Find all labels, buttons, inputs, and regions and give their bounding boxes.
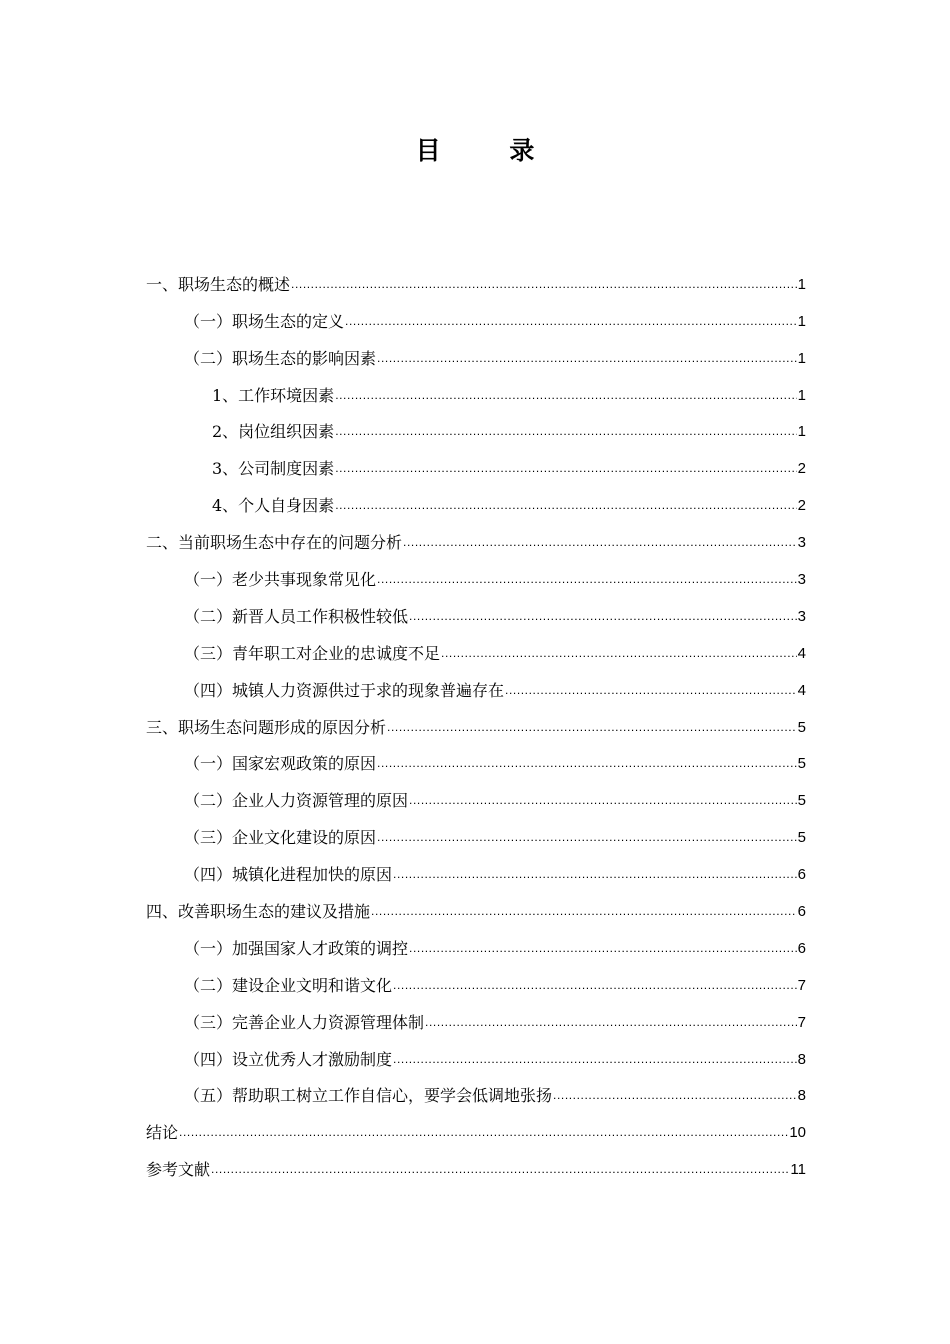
toc-entry-label: 1、工作环境因素: [212, 385, 335, 405]
toc-entry-label: （二）建设企业文明和谐文化: [184, 975, 393, 995]
toc-leader-dots: [409, 938, 797, 958]
toc-leader-dots: [371, 901, 797, 921]
toc-leader-dots: [393, 1049, 797, 1069]
toc-entry[interactable]: [146, 1037, 806, 1074]
toc-entry-page-number: 10: [789, 1124, 806, 1142]
toc-entry[interactable]: [146, 631, 806, 668]
toc-entry-label: 2、岗位组织因素: [212, 422, 335, 442]
toc-leader-dots: [505, 680, 797, 700]
toc-entry-page-number: 5: [797, 755, 806, 773]
toc-entry-page-number: 1: [797, 386, 806, 404]
toc-entry-page-number: 5: [797, 792, 806, 810]
toc-entry-page-number: 6: [797, 866, 806, 884]
toc-entry[interactable]: [146, 410, 806, 447]
toc-entry-page-number: 8: [797, 1087, 806, 1105]
toc-entry-page-number: 2: [797, 497, 806, 515]
toc-entry-page-number: 4: [797, 644, 806, 662]
toc-entry-label: 二、当前职场生态中存在的问题分析: [146, 533, 403, 553]
toc-entry-label: （二）新晋人员工作积极性较低: [184, 606, 409, 626]
toc-leader-dots: [553, 1085, 797, 1105]
toc-entry-label: （一）加强国家人才政策的调控: [184, 938, 409, 958]
toc-entry-label: 一、职场生态的概述: [146, 274, 291, 294]
toc-entry-label: 参考文献: [146, 1160, 211, 1180]
toc-leader-dots: [377, 569, 797, 589]
toc-leader-dots: [377, 827, 797, 847]
toc-leader-dots: [335, 385, 796, 405]
toc-leader-dots: [441, 643, 797, 663]
toc-entry[interactable]: [146, 336, 806, 373]
toc-entry[interactable]: [146, 963, 806, 1000]
toc-leader-dots: [403, 532, 797, 552]
toc-entry-page-number: 5: [797, 718, 806, 736]
page-title: 目 录: [415, 136, 565, 165]
toc-entry-page-number: 3: [797, 571, 806, 589]
toc-entry-page-number: 11: [790, 1161, 806, 1179]
toc-entry-page-number: 5: [797, 829, 806, 847]
toc-leader-dots: [211, 1159, 789, 1179]
toc-entry[interactable]: [146, 262, 806, 299]
toc-entry-page-number: 1: [797, 349, 806, 367]
toc-entry-page-number: 1: [797, 312, 806, 330]
toc-entry[interactable]: [146, 778, 806, 815]
table-of-contents: [146, 262, 806, 1184]
toc-entry-page-number: 1: [797, 423, 806, 441]
toc-entry-label: 四、改善职场生态的建议及措施: [146, 902, 371, 922]
toc-entry-page-number: 7: [797, 1013, 806, 1031]
toc-leader-dots: [409, 606, 797, 626]
toc-entry-label: （五）帮助职工树立工作自信心，要学会低调地张扬: [184, 1086, 553, 1106]
toc-entry[interactable]: [146, 1074, 806, 1111]
toc-entry[interactable]: [146, 446, 806, 483]
toc-entry-label: （二）企业人力资源管理的原因: [184, 791, 409, 811]
toc-entry[interactable]: [146, 520, 806, 557]
toc-leader-dots: [179, 1122, 788, 1142]
toc-entry-label: （三）青年职工对企业的忠诚度不足: [184, 643, 441, 663]
toc-entry-label: （二）职场生态的影响因素: [184, 348, 377, 368]
toc-entry[interactable]: [146, 373, 806, 410]
toc-leader-dots: [393, 975, 797, 995]
toc-entry-page-number: 4: [797, 681, 806, 699]
toc-leader-dots: [377, 753, 797, 773]
toc-entry[interactable]: [146, 852, 806, 889]
toc-leader-dots: [409, 790, 797, 810]
toc-leader-dots: [393, 864, 797, 884]
toc-entry-page-number: 2: [797, 460, 806, 478]
toc-entry-label: （一）老少共事现象常见化: [184, 570, 377, 590]
toc-leader-dots: [335, 421, 796, 441]
toc-leader-dots: [291, 274, 797, 294]
toc-leader-dots: [345, 311, 797, 331]
toc-entry-label: （一）职场生态的定义: [184, 311, 345, 331]
toc-entry[interactable]: [146, 299, 806, 336]
toc-entry-page-number: 6: [797, 903, 806, 921]
toc-entry-label: 三、职场生态问题形成的原因分析: [146, 717, 387, 737]
toc-entry[interactable]: [146, 1000, 806, 1037]
toc-entry[interactable]: [146, 1110, 806, 1147]
toc-leader-dots: [335, 458, 796, 478]
toc-entry-label: 结论: [146, 1123, 179, 1143]
toc-entry[interactable]: [146, 742, 806, 779]
toc-entry[interactable]: [146, 926, 806, 963]
toc-entry-label: 4、个人自身因素: [212, 496, 335, 516]
toc-entry-page-number: 3: [797, 534, 806, 552]
toc-leader-dots: [335, 495, 796, 515]
toc-entry[interactable]: [146, 705, 806, 742]
toc-entry-label: （三）完善企业人力资源管理体制: [184, 1012, 425, 1032]
toc-entry-page-number: 3: [797, 607, 806, 625]
toc-entry[interactable]: [146, 1147, 806, 1184]
toc-entry-label: （四）设立优秀人才激励制度: [184, 1049, 393, 1069]
toc-entry[interactable]: [146, 815, 806, 852]
toc-leader-dots: [387, 717, 797, 737]
toc-entry[interactable]: [146, 889, 806, 926]
toc-entry-page-number: 7: [797, 976, 806, 994]
toc-entry[interactable]: [146, 668, 806, 705]
toc-leader-dots: [425, 1012, 797, 1032]
toc-entry-label: （四）城镇人力资源供过于求的现象普遍存在: [184, 680, 505, 700]
toc-entry[interactable]: [146, 483, 806, 520]
toc-entry-label: （三）企业文化建设的原因: [184, 828, 377, 848]
toc-entry[interactable]: [146, 594, 806, 631]
toc-entry-label: （一）国家宏观政策的原因: [184, 754, 377, 774]
toc-entry-page-number: 6: [797, 939, 806, 957]
toc-entry-label: 3、公司制度因素: [212, 459, 335, 479]
toc-entry-label: （四）城镇化进程加快的原因: [184, 865, 393, 885]
toc-entry-page-number: 8: [797, 1050, 806, 1068]
toc-entry[interactable]: [146, 557, 806, 594]
toc-entry-page-number: 1: [797, 275, 806, 293]
toc-leader-dots: [377, 348, 797, 368]
